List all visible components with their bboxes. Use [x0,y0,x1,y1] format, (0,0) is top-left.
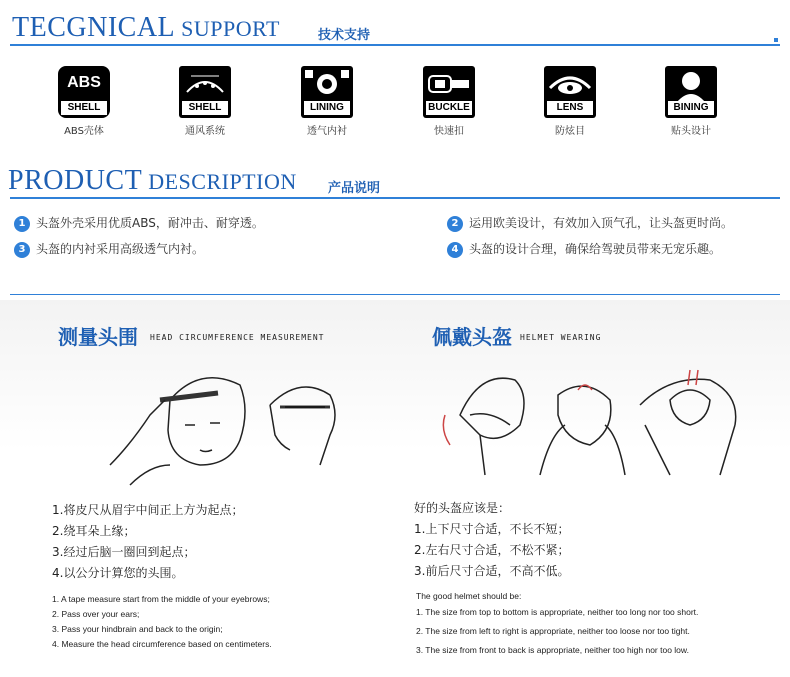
wearing-steps-cn [414,498,569,582]
wearing-subtitle: HELMET WEARING [520,333,602,342]
number-badge: 4 [447,242,463,258]
wearing-step-en: 1. The size from top to bottom is appropriate, neither too long nor too short. [416,607,699,617]
feature-caption: 透气内衬 [307,126,347,137]
wearing-step-en: 2. The size from left to right is appropriate, neither too loose nor too tight. [416,626,690,636]
feature-abs-shell [44,66,124,137]
abs-label: ABS [67,74,101,91]
measure-step-cn: 4.以公分计算您的头围。 [52,566,184,580]
buckle-icon [423,66,475,118]
feature-lining [287,66,367,137]
wearing-step-cn: 1.上下尺寸合适，不长不短； [414,522,570,536]
feature-label: SHELL [182,101,228,115]
feature-caption: 快速扣 [434,126,464,137]
feature-caption: 防炫目 [555,126,585,137]
number-badge: 3 [14,242,30,258]
feature-lens [530,66,610,137]
feature-caption: 通风系统 [185,126,225,137]
measure-subtitle: HEAD CIRCUMFERENCE MEASUREMENT [150,333,325,342]
abs-shell-icon [58,66,110,118]
product-item-1 [14,214,264,232]
feature-label: BUCKLE [426,101,472,115]
tech-rule-dot [774,38,778,42]
head-icon [665,66,717,118]
tech-title-big: TECGNICAL [12,12,176,43]
product-item-text: 运用欧美设计，有效加入顶气孔，让头盔更时尚。 [469,216,734,230]
feature-label: BINING [668,101,714,115]
product-item-4 [447,240,721,258]
vent-shell-icon [179,66,231,118]
measure-illustration [90,355,390,495]
number-badge: 1 [14,216,30,232]
product-title-big: PRODUCT [8,165,143,196]
wearing-step-cn: 2.左右尺寸合适，不松不紧； [414,543,570,557]
wearing-intro-cn: 好的头盔应该是： [414,501,511,515]
measure-steps-en [52,592,272,652]
feature-caption: 贴头设计 [671,126,711,137]
lining-icon [301,66,353,118]
measure-step-cn: 1.将皮尺从眉宇中间正上方为起点； [52,503,244,517]
product-item-text: 头盔的内衬采用高级透气内衬。 [36,242,205,256]
product-item-2 [447,214,733,232]
measure-step-en: 3. Pass your hindbrain and back to the origin; [52,624,223,634]
product-description-subtitle: 产品说明 [328,181,381,196]
product-item-text: 头盔的设计合理，确保给驾驶员带来无宠乐趣。 [469,242,722,256]
number-badge: 2 [447,216,463,232]
measure-step-cn: 3.经过后脑一圈回到起点； [52,545,196,559]
wearing-step-cn: 3.前后尺寸合适，不高不低。 [414,564,570,578]
wearing-step-en: 3. The size from front to back is appropriate, neither too high nor too low. [416,645,689,655]
measure-steps-cn [52,500,243,584]
product-bottom-rule [10,294,780,295]
tech-rule [10,44,780,46]
tech-support-subtitle: 技术支持 [318,28,371,43]
wearing-illustration [440,355,760,495]
lens-icon [544,66,596,118]
product-rule [10,197,780,199]
feature-label: LENS [547,101,593,115]
feature-vent-shell [165,66,245,137]
tech-support-title [12,12,280,44]
product-item-3 [14,240,204,258]
product-title-rest: DESCRIPTION [142,169,297,194]
wearing-intro-en: The good helmet should be: [416,591,522,601]
measure-step-en: 2. Pass over your ears; [52,609,140,619]
wearing-title: 佩戴头盔 [432,325,512,349]
product-item-text: 头盔外壳采用优质ABS，耐冲击、耐穿透。 [36,216,264,230]
feature-caption: ABS壳体 [64,126,104,137]
feature-buckle [409,66,489,137]
tech-title-rest: SUPPORT [175,16,280,41]
feature-head-fit [651,66,731,137]
product-description-title [8,165,297,197]
measure-step-cn: 2.绕耳朵上缘； [52,524,136,538]
wearing-steps-en [416,590,698,660]
feature-label: LINING [304,101,350,115]
measure-title: 测量头围 [58,325,138,349]
measure-step-en: 1. A tape measure start from the middle of your eyebrows; [52,594,270,604]
measure-step-en: 4. Measure the head circumference based on centimeters. [52,639,272,649]
feature-label: SHELL [61,101,107,115]
